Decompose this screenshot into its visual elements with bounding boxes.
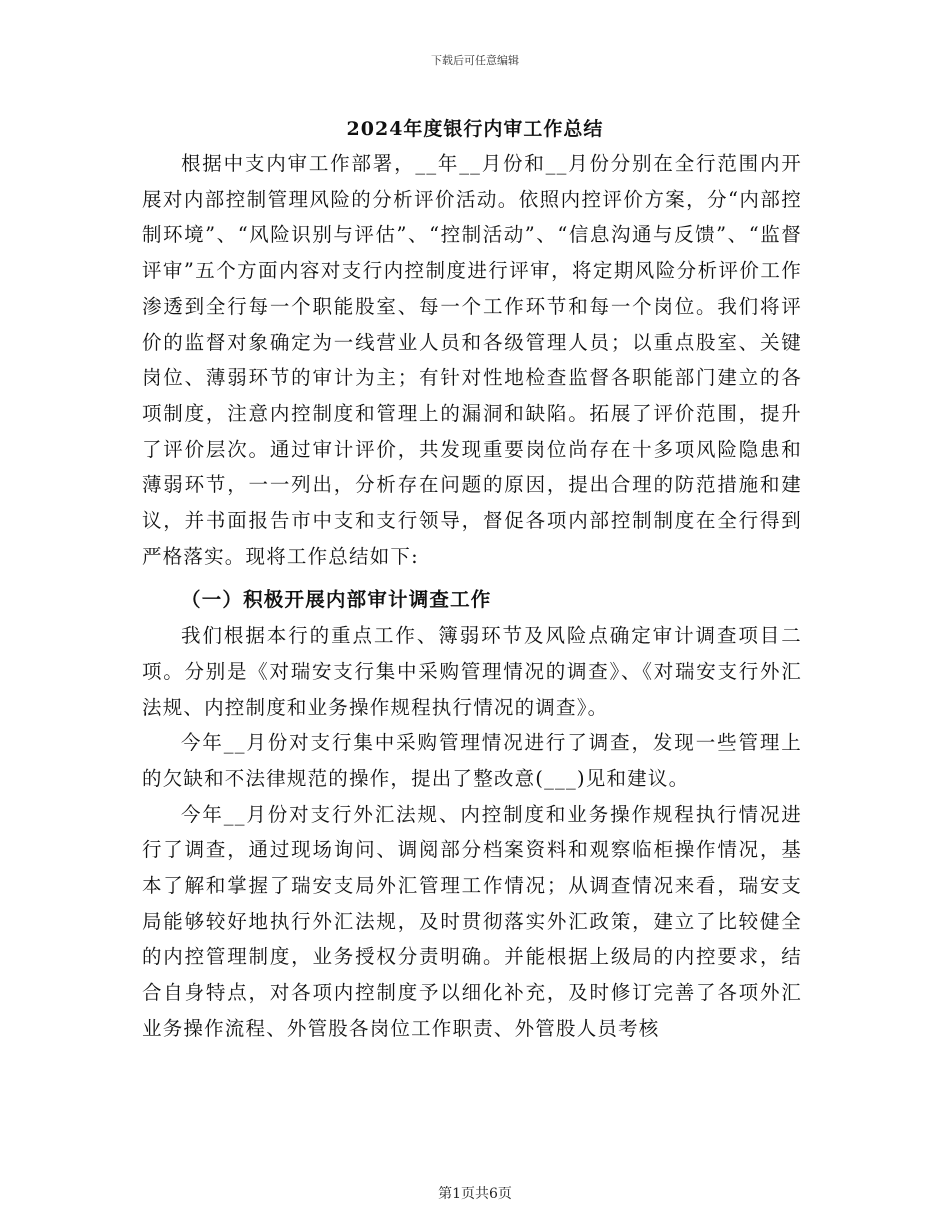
- document-title: 2024年度银行内审工作总结: [346, 118, 604, 140]
- header-note: 下载后可任意编辑: [431, 54, 519, 67]
- paragraph: 我们根据本行的重点工作、簿弱环节及风险点确定审计调查项目二项。分别是《对瑞安支行集中采购管理情况的调查》、《对瑞安支行外汇法规、内控制度和业务操作规程执行情况的调查》。: [142, 624, 802, 719]
- document-body: [142, 146, 802, 1047]
- paragraph-intro: 根据中支内审工作部署，__年__月份和__月份分别在全行范围内开展对内部控制管理风险的分析评价活动。依照内控评价方案，分“内部控制环境”、“风险识别与评估”、“控制活动”、“信息沟通与反馈”、“监督评审”五个方面内容对支行内控制度进行评审，将定期风险分析评价工作渗透到全行每一个职能股室、每一个工作环节和每一个岗位。我们将评价的监督对象确定为一线营业人员和各级管理人员；以重点股室、关键岗位、薄弱环节的审计为主；有针对性地检查监督各职能部门建立的各项制度，注意内控制度和管理上的漏洞和缺陷。拓展了评价范围，提升了评价层次。通过审计评价，共发现重要岗位尚存在十多项风险隐患和薄弱环节，一一列出，分析存在问题的原因，提出合理的防范措施和建议，并书面报告市中支和支行领导，督促各项内部控制制度在全行得到严格落实。现将工作总结如下:: [142, 152, 802, 568]
- section-heading: （一）积极开展内部审计调查工作: [181, 588, 492, 612]
- paragraph: 今年__月份对支行外汇法规、内控制度和业务操作规程执行情况进行了调查，通过现场询问、调阅部分档案资料和观察临柜操作情况，基本了解和掌握了瑞安支局外汇管理工作情况；从调查情况来看，瑞安支局能够较好地执行外汇法规，及时贯彻落实外汇政策，建立了比较健全的内控管理制度，业务授权分责明确。并能根据上级局的内控要求，结合自身特点，对各项内控制度予以细化补充，及时修订完善了各项外汇业务操作流程、外管股各岗位工作职责、外管股人员考核: [142, 802, 802, 1040]
- page-number: 第1页共6页: [438, 1186, 512, 1202]
- paragraph: 今年__月份对支行集中采购管理情况进行了调查，发现一些管理上的欠缺和不法律规范的操作，提出了整改意(___)见和建议。: [142, 731, 802, 790]
